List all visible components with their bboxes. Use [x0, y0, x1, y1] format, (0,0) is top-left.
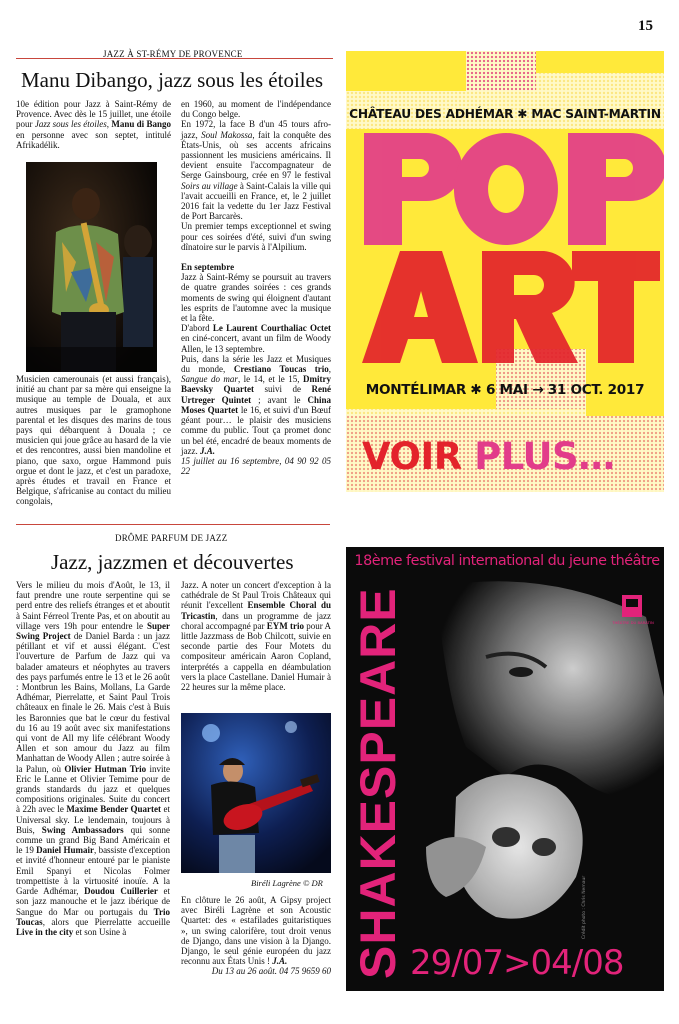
photo-credit: Crédit photo : Chris Nemaur — [582, 875, 587, 939]
article1-para-2: En 1972, la face B d'un 45 tours afro-jazz, Soul Makossa, fait la conquête des États-Unis, où ses accents africains passionnent les musiciens américains. Il devient ensuite l'accompagnateur de Serge Gainsbourg, crée en 97 le festival Soirs au village à Saint-Calais la ville qui l'avait accueilli en France, et, le 2 juillet 2016 fait la vedette du 1er Jazz Festival de Port Barcarès. — [181, 119, 331, 222]
article2-col2b — [181, 895, 331, 977]
article2-col2 — [181, 580, 331, 692]
article1-kicker: JAZZ À ST-RÉMY DE PROVENCE — [103, 49, 243, 59]
shakespeare-dates: 29/07>04/08 — [410, 943, 624, 983]
theatre-logo: THÉÂTRE DU BARATIN — [612, 620, 654, 625]
article2-body: Vers le milieu du mois d'Août, le 13, il faut prendre une route serpentine qui se perd entre des reliefs étranges et et aboutit à Saint Férreol Trente Pas, et on aboutit au village vers 19h pour entendre le Super Swing Project de Daniel Barda : un jazz pétillant et vif et aussi élégant. C'est l'ouverture de Parfum de Jazz qui va balader amateurs et néophytes au travers des pays parfumés entre le 13 et le 26 août : Montbrun les Bains, Mollans, La Garde Adhémar, Pierrelatte, et Saint Paul Trois châteaux en finale le 26. Mais c'est à Buis les Baronnies que bat le cœur du festival du 16 au 19 août avec six manifestations qui vont de All my life célébrant Woody Allen et son amour du Jazz au film Manhattan de Woody Allen ; autre soirée à la Palun, où Olivier Hutman Trio invite Eric le Lanne et Olivier Temime pour de grands standards du jazz et quelques compositions originales. Suite du concert à 22h avec le Maxime Bender Quartet et Universal sky. Le lendemain, toujours à Buis, Swing Ambassadors qui sonne comme un grand Big Band Américain et le 19 Daniel Humair, bassiste d'exception et invité d'honneur entouré par le pianiste Emil Spanyi et Nicolas Folmer trompettiste à la virtuosité inouïe. A la Garde Adhémar, Doudou Cuillerier et son jazz manouche et le jazz ibérique de Sangue do Mar ou portugais du Trio Toucas, alors que Pierrelatte accueille Live in the city et son Usine à — [16, 580, 170, 937]
popart-venue: CHÂTEAU DES ADHÉMAR ✱ MAC SAINT-MARTIN — [349, 107, 661, 121]
article1-col1b — [16, 374, 171, 507]
article1-para-5: D'abord Le Laurent Courthaliac Octet en ciné-concert, avant un film de Woody Allen, le 13 septembre. — [181, 323, 331, 354]
photo-caption: Biréli Lagrène © DR — [251, 878, 323, 888]
article2-kicker: DRÔME PARFUM DE JAZZ — [115, 533, 228, 543]
article1-para-4: Jazz à Saint-Rémy se poursuit au travers de quatre grandes soirées : ces grands moments de swing qui éloignent d'autant les esprits de l'automne avec la musique et la fête. — [181, 272, 331, 324]
shakespeare-festival: 18ème festival international du jeune théâtre — [354, 553, 660, 569]
article2-col1 — [16, 580, 170, 937]
article2-dates: Du 13 au 26 août. 04 75 9659 60 — [211, 966, 331, 977]
article1-para-3: Un premier temps exceptionnel et swing pour ces soirées d'été, suivi d'un swing dînatoire sur le parvis à l'Alpilium. — [181, 221, 331, 252]
article2-title: Jazz, jazzmen et découvertes — [51, 550, 294, 574]
manu-dibango-photo — [26, 162, 157, 372]
article2-signature: J.A. — [272, 956, 288, 967]
popart-cta-voir: VOIR — [362, 435, 462, 478]
article1-bio: Musicien camerounais (et aussi français), initié au chant par sa mère qui enseigne la musique au temple de Douala, et aux autres musiques par le gramophone parental et les disques des marins de tous pays qui débarquent à Douala ; ce musicien qui joue grâce au hasard de la vie et des rencontres, aussi bien mandoline et piano, que saxo, orgue Hammond puis orgue et dont le jazz, et c'est un paradoxe, après études et travail en France et Belgique, s'africanise au contact du milieu congolais, — [16, 374, 171, 507]
horizontal-divider — [16, 524, 330, 525]
page-number: 15 — [638, 18, 653, 34]
article2-body-2: Jazz. A noter un concert d'exception à la cathédrale de St Paul Trois Châteaux qui réunit l'excellent Ensemble Choral du Tricastin, dans un programme de jazz choral accompagné par EYM trio pour A little Jazzmass de Bob Chilcott, suivie en seconde partie des Four Motets du compositeur américain Aaron Copland, interprétés a cappella en déambulation vers la place Castellane. Daniel Humair à 22 heures sur la même place. — [181, 580, 331, 693]
article2-closing-text: En clôture le 26 août, A Gipsy project avec Biréli Lagrène et son Acoustic Quartet: des « estafilades guitaristiques », un swing calorifère, tout droit venus de Django, dans une vision à la Django. Django, le seul génie européen du jazz reconnu aux États Unis ! — [181, 895, 331, 967]
article1-para-1: en 1960, au moment de l'indépendance du Congo belge. — [181, 99, 331, 120]
article1-title: Manu Dibango, jazz sous les étoiles — [21, 68, 324, 92]
shakespeare-poster — [346, 547, 664, 991]
bireli-lagrene-photo — [181, 713, 331, 873]
article2-closing — [181, 895, 331, 966]
article1-intro: 10e édition pour Jazz à Saint-Rémy de Provence. Avec dès le 15 juillet, une étoile pour Jazz sous les étoiles, Manu di Bango en personne avec son septet, intitulé Afrikadélik. — [16, 99, 172, 150]
article1-dates: 15 juillet au 16 septembre, 04 90 92 05 22 — [181, 455, 331, 477]
shakespeare-title: SHAKESPEARE — [350, 587, 406, 979]
popart-cta-plus: PLUS… — [474, 435, 615, 478]
article1-para-6: Puis, dans la série les Jazz et Musiques du monde, Crestiano Toucas trio, Sangue do mar, le 14, et le 15, Dmitry Baevsky Quartet suivi de René Urtreger Quintet ; avant le China Moses Quartet le 16, et suivi d'un Bœuf géant pour… le plaisir des musiciens comme du public. Tout ça promet donc un bel été, encadré de beaux moments de jazz. J.A. — [181, 353, 331, 456]
popart-location: MONTÉLIMAR ✱ 6 MAI → 31 OCT. 2017 — [365, 382, 645, 398]
popart-poster — [346, 51, 664, 492]
article1-signature: J.A. — [199, 445, 215, 456]
popart-cta — [362, 437, 615, 477]
article1-col2 — [181, 99, 331, 476]
article1-col1 — [16, 99, 171, 150]
article1-subhead: En septembre — [181, 262, 235, 273]
